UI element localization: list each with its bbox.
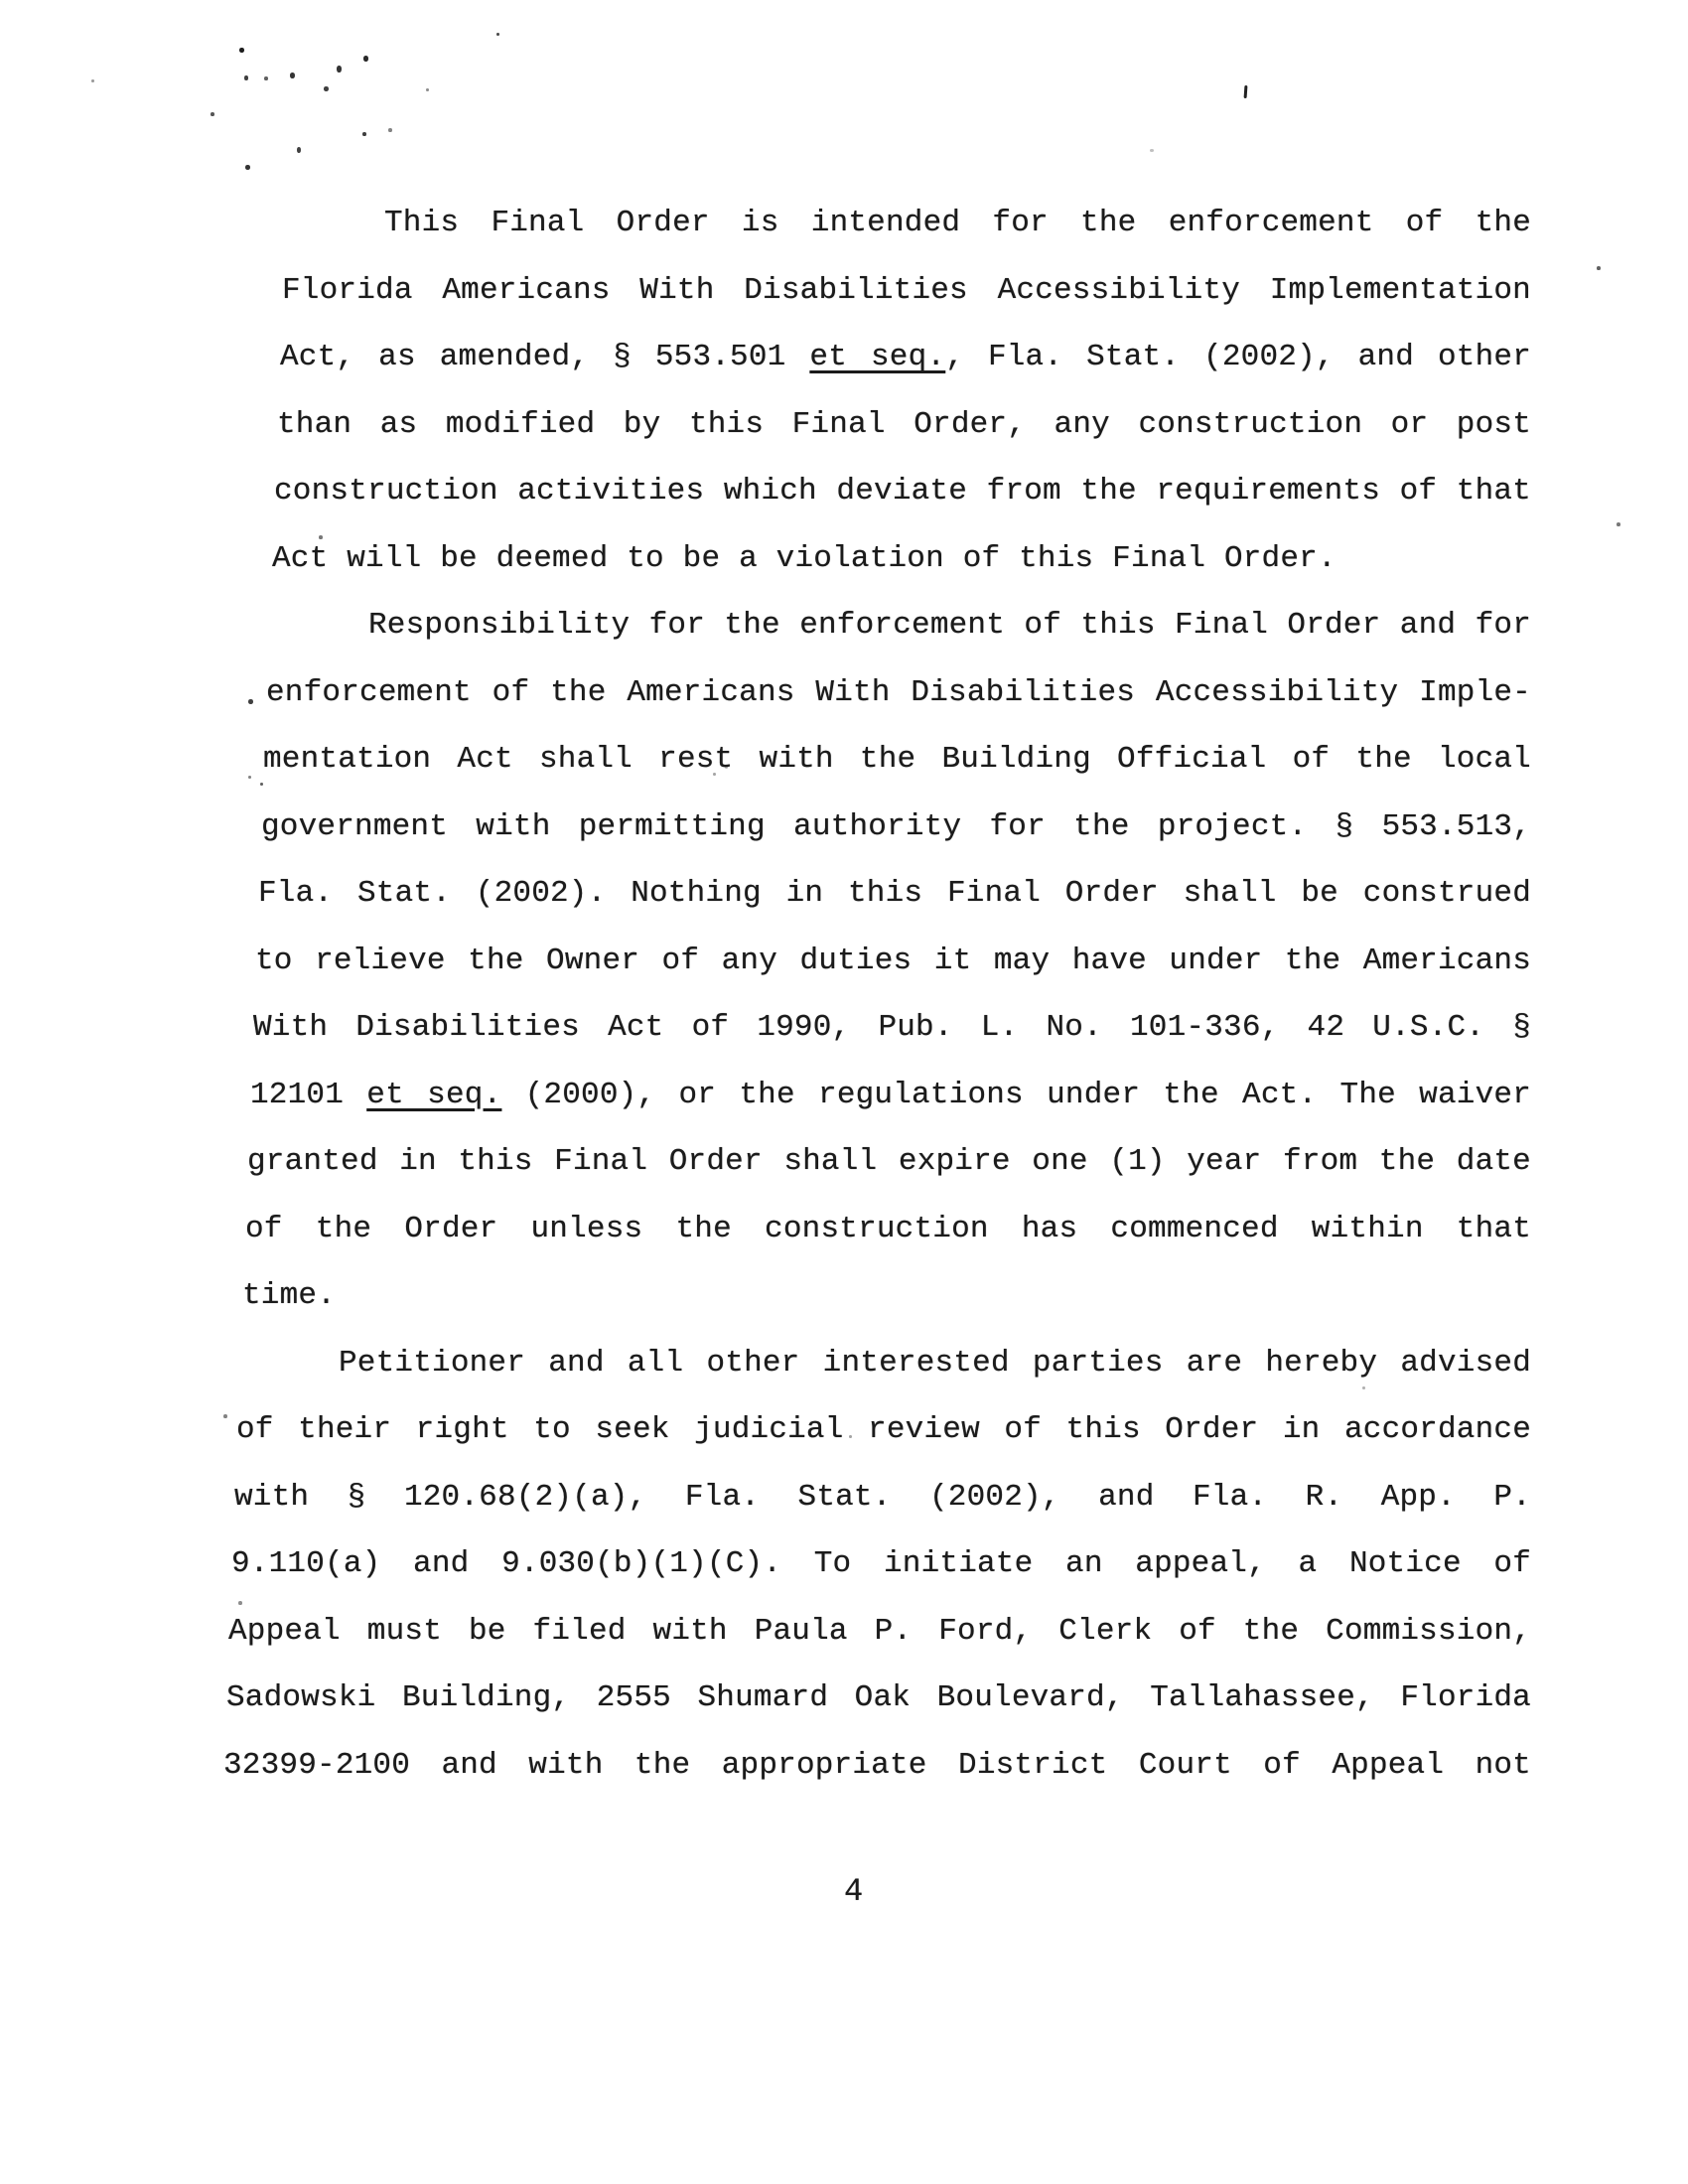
scan-speck [363,56,368,62]
text-line [266,659,1531,727]
scan-speck [290,73,295,78]
scan-speck [91,79,94,82]
scan-speck [1362,1386,1365,1389]
text-line [261,794,1531,861]
scan-speck [319,535,323,539]
text-segment: Sadowski Building, 2555 Shumard Oak Boulevard, Tallahassee, Florida [226,1680,1531,1715]
text-segment: to relieve the Owner of any duties it may have under the Americans [255,943,1531,978]
text-segment: Petitioner and all other interested parties are hereby advised [339,1345,1531,1381]
scan-speck [264,76,268,80]
scan-speck [245,165,250,170]
scan-speck [1150,149,1154,152]
underlined-citation: et seq. [366,1077,502,1112]
text-segment: 32399-2100 and with the appropriate District Court of Appeal not [223,1747,1531,1783]
text-segment: , Fla. Stat. (2002), and other [945,340,1532,374]
text-line [277,391,1531,459]
scan-speck [248,776,251,779]
text-line [250,1062,1531,1129]
scan-speck [297,147,301,153]
text-segment: (2000), or the regulations under the Act. The waiver [501,1077,1531,1112]
text-line [269,592,1531,659]
scan-speck [849,1435,852,1438]
scan-speck [324,86,329,91]
text-segment: granted in this Final Order shall expire one (1) year from the date [247,1144,1531,1179]
scan-speck [388,128,392,132]
scan-speck [248,699,253,704]
text-line [228,1598,1531,1666]
text-segment: Responsibility for the enforcement of this Final Order and for [368,608,1531,643]
text-line [274,458,1531,525]
text-segment: enforcement of the Americans With Disabilities Accessibility Imple- [266,674,1531,710]
text-segment: This Final Order is intended for the enforcement of the [384,206,1531,240]
scan-speck [496,33,499,36]
text-line [255,928,1531,995]
text-line [272,525,1531,593]
text-segment: of their right to seek judicial review of this Order in accordance [236,1412,1531,1447]
text-line [282,257,1531,325]
text-line [285,190,1531,257]
scan-speck [426,88,429,91]
text-line [226,1665,1531,1732]
text-line [263,726,1531,794]
text-line [245,1196,1531,1263]
page-number: 4 [844,1873,864,1910]
text-segment: With Disabilities Act of 1990, Pub. L. No. 101-336, 42 U.S.C. § [253,1010,1531,1045]
text-segment: time. [242,1278,337,1313]
scan-speck [1617,522,1620,526]
scan-speck [1597,266,1601,270]
text-line [242,1262,1531,1330]
underlined-citation: et seq. [809,340,946,374]
scan-speck [223,1414,227,1418]
text-segment: Florida Americans With Disabilities Accessibility Implementation [282,272,1531,308]
text-segment: Fla. Stat. (2002). Nothing in this Final Order shall be construed [258,876,1531,911]
scan-speck [211,112,214,116]
text-segment: of the Order unless the construction has commenced within that [245,1211,1531,1246]
text-line [247,1128,1531,1196]
text-segment: with § 120.68(2)(a), Fla. Stat. (2002), and Fla. R. App. P. [234,1479,1531,1515]
scan-speck [337,66,342,73]
text-segment: Act, as amended, § 553.501 [280,340,810,374]
scan-speck [725,766,728,769]
text-segment: construction activities which deviate from the requirements of that [274,474,1531,509]
scan-mark-apostrophe [1244,85,1248,98]
scan-speck [244,75,248,80]
text-segment: 12101 [250,1077,367,1112]
text-line [253,994,1531,1062]
text-line [223,1732,1531,1800]
document-body [0,190,1688,1799]
scan-speck [239,48,244,53]
scan-speck [238,1601,242,1605]
text-line [234,1464,1531,1531]
scan-speck [260,783,263,786]
scan-speck [713,773,716,776]
text-segment: 9.110(a) and 9.030(b)(1)(C). To initiate an appeal, a Notice of [231,1546,1531,1581]
text-line [280,324,1531,391]
text-segment: government with permitting authority for the project. § 553.513, [261,808,1531,844]
scan-speck [362,132,366,136]
text-segment: mentation Act shall rest with the Building Official of the local [263,742,1531,777]
text-segment: Appeal must be filed with Paula P. Ford, Clerk of the Commission, [228,1613,1531,1649]
text-line [236,1396,1531,1464]
text-line [258,860,1531,928]
text-segment: than as modified by this Final Order, any construction or post [277,406,1531,442]
text-line [239,1330,1531,1397]
text-segment: Act will be deemed to be a violation of this Final Order. [272,540,1336,576]
text-line [231,1530,1531,1598]
